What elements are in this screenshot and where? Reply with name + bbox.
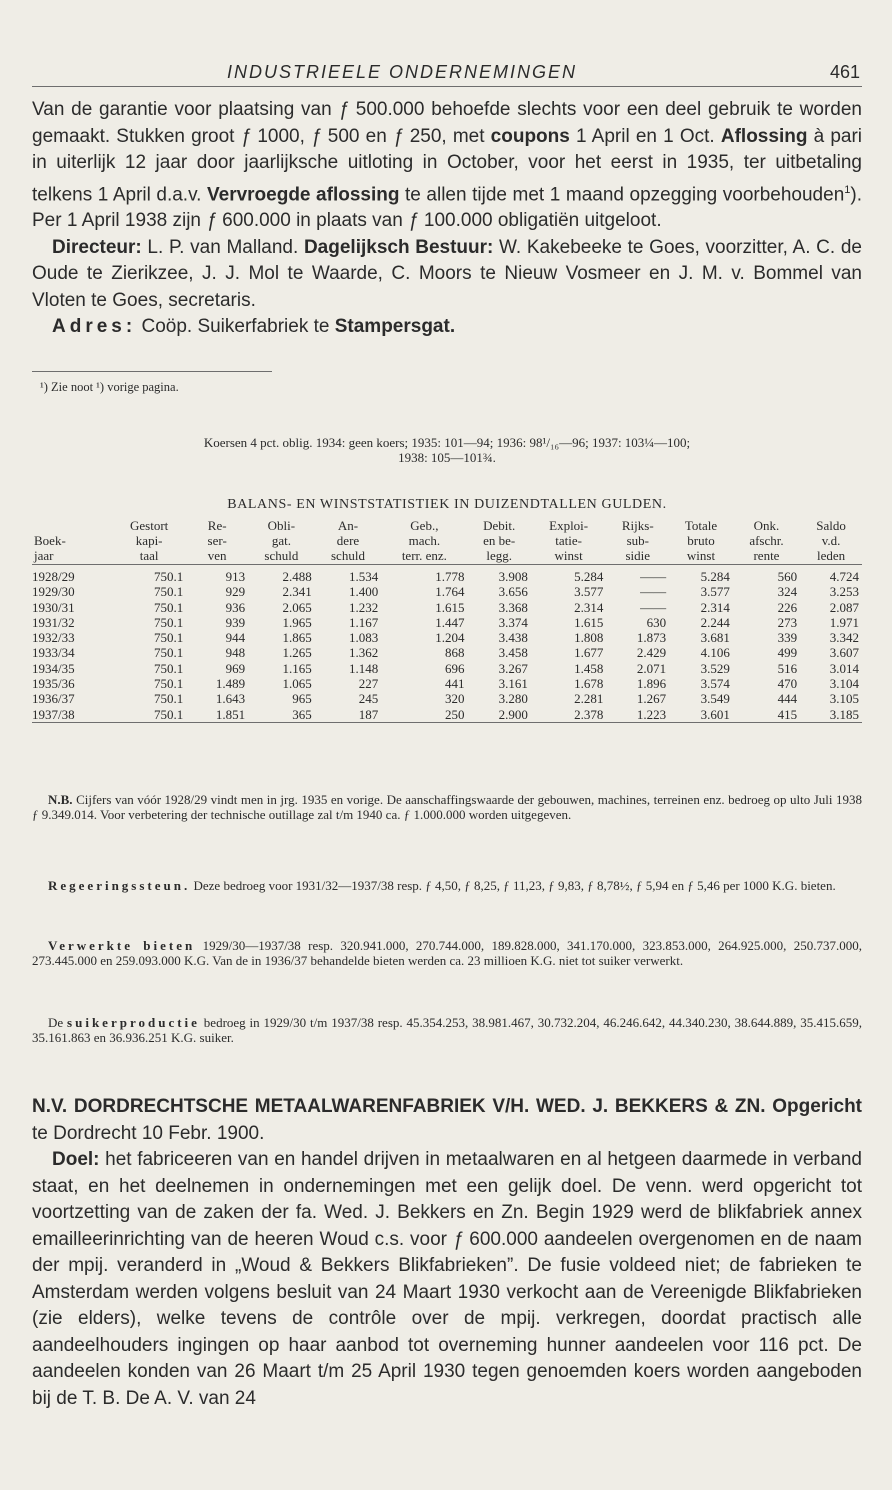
- table-header-cell: Re-: [207, 518, 227, 533]
- table-cell: 3.574: [700, 676, 730, 692]
- table-header-cell: taal: [112, 548, 186, 565]
- table-cell: 2.071: [636, 660, 667, 676]
- table-cell: 1.615: [574, 614, 604, 630]
- table-header-cell: rente: [733, 548, 800, 565]
- table-cell: 1.677: [574, 645, 604, 661]
- table-cell: 4.724: [829, 569, 859, 584]
- aflossing-label: Aflossing: [720, 125, 808, 147]
- table-cell: 965: [292, 691, 312, 707]
- table-header-cell: An-: [337, 518, 359, 533]
- table-cell: 245: [358, 691, 379, 707]
- table-cell: 1.778: [435, 569, 465, 584]
- table-cell: 750.1: [154, 630, 184, 646]
- table-cell: 2.087: [829, 599, 859, 615]
- table-cell: 3.908: [498, 569, 528, 584]
- table-cell: 630: [646, 614, 667, 630]
- table-cell: 1.204: [435, 630, 465, 646]
- koersen-line-2: 1938: 105—101¾.: [398, 450, 496, 465]
- table-cell: 1.534: [349, 569, 379, 584]
- table-title: BALANS- EN WINSTSTATISTIEK IN DUIZENDTALLEN GULDEN.: [227, 497, 667, 512]
- table-cell: 1.167: [349, 614, 379, 630]
- table-header-cell: bruto: [687, 533, 715, 548]
- adres-paragraph: Adres: Coöp. Suikerfabriek te Stampersgat.: [52, 316, 456, 338]
- table-cell: 1.643: [215, 691, 246, 707]
- table-cell: 1935/36: [32, 676, 75, 692]
- table-cell: 3.105: [829, 691, 859, 707]
- table-cell: 969: [225, 660, 246, 676]
- company-heading: N.V. DORDRECHTSCHE METAALWARENFABRIEK V/H. WED. J. BEKKERS & ZN. Opgericht te Dordrecht 10 Febr. 1900.: [32, 1096, 862, 1144]
- table-cell: 1929/30: [32, 584, 75, 600]
- table-cell: 1.362: [349, 645, 379, 661]
- table-cell: 750.1: [154, 645, 184, 661]
- table-header-cell: schuld: [248, 548, 315, 565]
- adres-label: Adres:: [52, 316, 137, 338]
- table-row: [32, 630, 862, 645]
- table-cell: 3.342: [829, 630, 859, 646]
- table-cell: 320: [444, 691, 465, 707]
- table-cell: 2.900: [467, 707, 530, 723]
- note-nb: N.B. Cijfers van vóór 1928/29 vindt men in jrg. 1935 en vorige. De aanschaffingswaarde der gebouwen, machines, terreinen enz. bedroeg op ulto Juli 1938 ƒ 9.349.014. Voor verbetering der technische outillage zal t/m 1940 ca. ƒ 1.000.000 worden uitgegeven.: [32, 792, 862, 822]
- table-cell: 273: [777, 614, 798, 630]
- nb-label: N.B.: [48, 792, 73, 807]
- table-header-cell: legg.: [467, 548, 530, 565]
- table-cell: 2.314: [574, 599, 604, 615]
- table-cell: 868: [444, 645, 465, 661]
- table-cell: 3.253: [829, 584, 859, 600]
- table-cell: 3.577: [700, 584, 730, 600]
- stats-table: [32, 518, 862, 723]
- note-suikerproductie: De suikerproductie bedroeg in 1929/30 t/m 1937/38 resp. 45.354.253, 38.981.467, 30.732.204, 46.246.642, 44.340.230, 38.644.889, 35.415.659, 35.161.863 en 36.936.251 K.G. suiker.: [32, 1015, 862, 1045]
- adres-place: Stampersgat.: [334, 316, 456, 338]
- table-cell: 1.447: [435, 614, 465, 630]
- table-cell: 2.065: [282, 599, 312, 615]
- regeering-label: Regeeringssteun.: [48, 878, 191, 893]
- table-cell: 2.378: [531, 707, 606, 723]
- table-header-cell: gat.: [271, 533, 291, 548]
- page-number: 461: [829, 62, 860, 82]
- table-cell: 2.314: [700, 599, 730, 615]
- table-header-cell: terr. enz.: [381, 548, 467, 565]
- table-header-cell: [32, 518, 112, 533]
- table-cell: 3.601: [669, 707, 733, 723]
- doel-label: Doel:: [52, 1149, 100, 1170]
- table-header-cell: Obli-: [267, 518, 296, 533]
- table-cell: 227: [358, 676, 379, 692]
- table-cell: 1.165: [282, 660, 312, 676]
- table-cell: 750.1: [154, 614, 184, 630]
- footnote-rule: [32, 371, 272, 372]
- table-header-cell: Boek-: [34, 533, 66, 548]
- table-row: [32, 661, 862, 676]
- table-row: [32, 645, 862, 660]
- table-cell: ——: [640, 599, 667, 615]
- running-title: INDUSTRIEELE ONDERNEMINGEN: [227, 62, 578, 82]
- table-header-cell: Gestort: [130, 518, 169, 533]
- table-cell: 3.458: [498, 645, 528, 661]
- table-cell: 3.577: [574, 584, 604, 600]
- table-cell: 3.656: [498, 584, 528, 600]
- table-cell: 1930/31: [32, 599, 75, 615]
- table-cell: 913: [225, 569, 246, 584]
- bestuur-label: Dagelijksch Bestuur:: [303, 236, 494, 258]
- table-header-cell: ser-: [207, 533, 227, 548]
- table-header-cell: Exploi-: [549, 518, 589, 533]
- table-cell: 1.148: [349, 660, 379, 676]
- company-section: [32, 1094, 862, 1412]
- table-header-cell: Totale: [684, 518, 718, 533]
- table-cell: 3.529: [700, 660, 730, 676]
- company-name: N.V. DORDRECHTSCHE METAALWARENFABRIEK V/H. WED. J. BEKKERS & ZN.: [32, 1096, 766, 1117]
- note-verwerkte-bieten: Verwerkte bieten 1929/30—1937/38 resp. 320.941.000, 270.744.000, 189.828.000, 341.170.000, 323.853.000, 264.925.000, 250.737.000, 273.445.000 en 259.093.000 K.G. Van de in 1936/37 behandelde bieten werden ca. 23 millioen K.G. niet tot suiker verwerkt.: [32, 938, 863, 968]
- table-header-cell: Onk.: [753, 518, 780, 533]
- table-cell: 944: [225, 630, 246, 646]
- table-cell: 226: [777, 599, 798, 615]
- directeur-paragraph: Directeur: L. P. van Malland. Dagelijksch Bestuur: W. Kakebeeke te Goes, voorzitter, A. C. de Oude te Zierikzee, J. J. Mol te Waarde, C. Moors te Nieuw Vosmeer en J. M. v. Bommel van Vloten te Goes, secretaris.: [32, 236, 862, 311]
- table-cell: 444: [777, 691, 798, 707]
- table-cell: 1931/32: [32, 614, 75, 630]
- table-row: [32, 565, 862, 585]
- table-row: [32, 691, 862, 706]
- table-row: [32, 707, 862, 723]
- table-header-cell: en be-: [483, 533, 516, 548]
- table-cell: 4.106: [700, 645, 730, 661]
- table-cell: 3.280: [498, 691, 528, 707]
- table-cell: 1.808: [574, 630, 604, 646]
- table-header-cell: Geb.,: [410, 518, 439, 533]
- table-cell: 948: [225, 645, 246, 661]
- table-header-cell: winst: [669, 548, 733, 565]
- table-cell: 750.1: [154, 599, 184, 615]
- table-header-cell: Saldo: [816, 518, 846, 533]
- table-cell: 939: [225, 614, 246, 630]
- table-cell: 1.851: [186, 707, 248, 723]
- table-row: [32, 600, 862, 615]
- table-cell: 750.1: [112, 707, 186, 723]
- table-cell: 1.615: [435, 599, 465, 615]
- table-cell: 3.014: [829, 660, 859, 676]
- table-cell: 1.458: [574, 660, 604, 676]
- table-header-row: [32, 518, 862, 533]
- table-cell: 3.368: [498, 599, 528, 615]
- table-header-cell: afschr.: [749, 533, 784, 548]
- table-header-cell: sub-: [626, 533, 649, 548]
- table-cell: 2.244: [700, 614, 730, 630]
- table-header-cell: leden: [800, 548, 862, 565]
- running-head: [32, 62, 862, 87]
- table-header-cell: schuld: [315, 548, 382, 565]
- table-cell: 3.374: [498, 614, 528, 630]
- table-cell: 499: [777, 645, 798, 661]
- table-cell: 1934/35: [32, 660, 75, 676]
- table-cell: 365: [248, 707, 315, 723]
- table-cell: 441: [444, 676, 465, 692]
- table-cell: 1.267: [636, 691, 667, 707]
- table-cell: 3.267: [498, 660, 528, 676]
- table-header-cell: mach.: [408, 533, 441, 548]
- table-cell: 2.281: [574, 691, 604, 707]
- table-row: [32, 584, 862, 599]
- table-cell: 3.607: [829, 645, 859, 661]
- table-header-cell: winst: [531, 548, 606, 565]
- table-cell: 3.681: [700, 630, 730, 646]
- doel-paragraph: Doel: het fabriceeren van en handel drijven in metaalwaren en al hetgeen daarmede in verband staat, en het deelnemen in ondernemingen met een gelijk doel. De venn. werd opgericht tot voortzetting van de zaken der fa. Wed. J. Bekkers en Zn. Begin 1929 werd de blikfabriek annex emailleerinrichting van de heeren Woud c.s. voor ƒ 600.000 aandeelen overgenomen en de naam der mpij. veranderd in „Woud & Bekkers Blikfabrieken”. De fusie voldeed niet; de fabrieken te Amsterdam werden volgens besluit van 24 Maart 1930 verkocht aan de Vereenigde Blikfabrieken (zie elders), welke tevens de contrôle over de mpij. verkregen, doordat practisch alle aandeelhouders ingingen op haar aanbod tot overneming hunner aandeelen voor 116 pct. De aandeelen konden van 26 Maart t/m 25 April 1930 tegen genoemden koers worden aangeboden bij de T. B. De A. V. van 24: [32, 1149, 862, 1409]
- note-regeeringssteun: Regeeringssteun. Deze bedroeg voor 1931/32—1937/38 resp. ƒ 4,50, ƒ 8,25, ƒ 11,23, ƒ 9,83, ƒ 8,78½, ƒ 5,94 en ƒ 5,46 per 1000 K.G. bieten.: [48, 878, 836, 893]
- table-cell: 3.161: [498, 676, 528, 692]
- table-cell: 415: [733, 707, 800, 723]
- table-cell: 750.1: [154, 676, 184, 692]
- table-cell: 750.1: [154, 691, 184, 707]
- table-cell: 3.104: [829, 676, 859, 692]
- table-cell: 3.549: [700, 691, 730, 707]
- table-cell: 1932/33: [32, 630, 75, 646]
- table-header-cell: v.d.: [821, 533, 841, 548]
- table-header-cell: Debit.: [483, 518, 516, 533]
- table-cell: 1.896: [636, 676, 667, 692]
- table-cell: 3.185: [800, 707, 862, 723]
- table-cell: 2.341: [282, 584, 312, 600]
- verwerkte-label: Verwerkte bieten: [48, 938, 196, 953]
- table-cell: 696: [444, 660, 465, 676]
- table-cell: 750.1: [154, 569, 184, 584]
- footnote: ¹) Zie noot ¹) vorige pagina.: [40, 380, 179, 394]
- table-row: [32, 615, 862, 630]
- table-cell: 750.1: [154, 584, 184, 600]
- table-cell: 1.083: [349, 630, 379, 646]
- table-cell: 1.971: [829, 614, 859, 630]
- table-cell: 516: [777, 660, 798, 676]
- table-header-cell: tatie-: [555, 533, 582, 548]
- table-header-cell: sidie: [606, 548, 669, 565]
- koersen-line-1: Koersen 4 pct. oblig. 1934: geen koers; 1935: 101—94; 1936: 98¹/₁₆—96; 1937: 103¼—100;: [203, 435, 691, 450]
- table-cell: 5.284: [574, 569, 604, 584]
- table-cell: ——: [640, 584, 667, 600]
- directeur-label: Directeur:: [52, 236, 142, 258]
- table-header-cell: ven: [186, 548, 248, 565]
- table-cell: ——: [640, 569, 667, 584]
- table-cell: 1.265: [282, 645, 312, 661]
- table-cell: 560: [777, 569, 798, 584]
- table-cell: 470: [777, 676, 798, 692]
- table-cell: 1928/29: [32, 569, 75, 584]
- table-cell: 250: [381, 707, 467, 723]
- table-cell: 2.429: [636, 645, 667, 661]
- table-header-row: [32, 533, 862, 548]
- table-cell: 1936/37: [32, 691, 75, 707]
- table-cell: 1.873: [636, 630, 667, 646]
- table-header-cell: kapi-: [135, 533, 163, 548]
- table-row: [32, 676, 862, 691]
- table-cell: 929: [225, 584, 246, 600]
- table-cell: 2.488: [282, 569, 312, 584]
- table-cell: 324: [777, 584, 798, 600]
- table-cell: 3.438: [498, 630, 528, 646]
- table-cell: 1.489: [215, 676, 246, 692]
- table-cell: 1.764: [435, 584, 465, 600]
- intro-paragraph: Van de garantie voor plaatsing van ƒ 500.000 behoefde slechts voor een deel gebruik te worden gemaakt. Stukken groot ƒ 1000, ƒ 500 en ƒ 250, met coupons 1 April en 1 Oct. Aflossing à pari in uiterlijk 12 jaar door jaarlijksche uitloting in October, voor het eerst in 1935, ter uitbetaling telkens 1 April d.a.v. Vervroegde aflossing te allen tijde met 1 maand opzegging voorbehouden$^1$). Per 1 April 1938 zijn ƒ 600.000 in plaats van ƒ 100.000 obligatiën uitgeloot.: [32, 99, 863, 232]
- table-cell: 1.400: [349, 584, 379, 600]
- table-cell: 339: [777, 630, 798, 646]
- table-cell: 1937/38: [32, 707, 112, 723]
- table-cell: 750.1: [154, 660, 184, 676]
- table-cell: 936: [225, 599, 246, 615]
- suiker-label: suikerproductie: [67, 1015, 200, 1030]
- table-cell: 1.223: [606, 707, 669, 723]
- table-cell: 187: [315, 707, 382, 723]
- koersen: [32, 435, 862, 465]
- coupons-label: coupons: [490, 125, 570, 147]
- table-cell: 1.678: [574, 676, 604, 692]
- intro-text: [32, 97, 862, 341]
- table-header-cell: Rijks-: [621, 518, 654, 533]
- vervroegde-label: Vervroegde aflossing: [207, 183, 400, 205]
- table-cell: 1.865: [282, 630, 312, 646]
- table-header-cell: jaar: [32, 548, 112, 565]
- table-cell: 5.284: [700, 569, 730, 584]
- table-cell: 1.232: [349, 599, 379, 615]
- table-cell: 1.065: [282, 676, 312, 692]
- table-header-cell: dere: [336, 533, 360, 548]
- table-header-row: [32, 548, 862, 565]
- footnote-mark: 1: [844, 183, 851, 196]
- opgericht-label: Opgericht: [772, 1096, 862, 1117]
- table-cell: 1933/34: [32, 645, 75, 661]
- table-cell: 1.965: [282, 614, 312, 630]
